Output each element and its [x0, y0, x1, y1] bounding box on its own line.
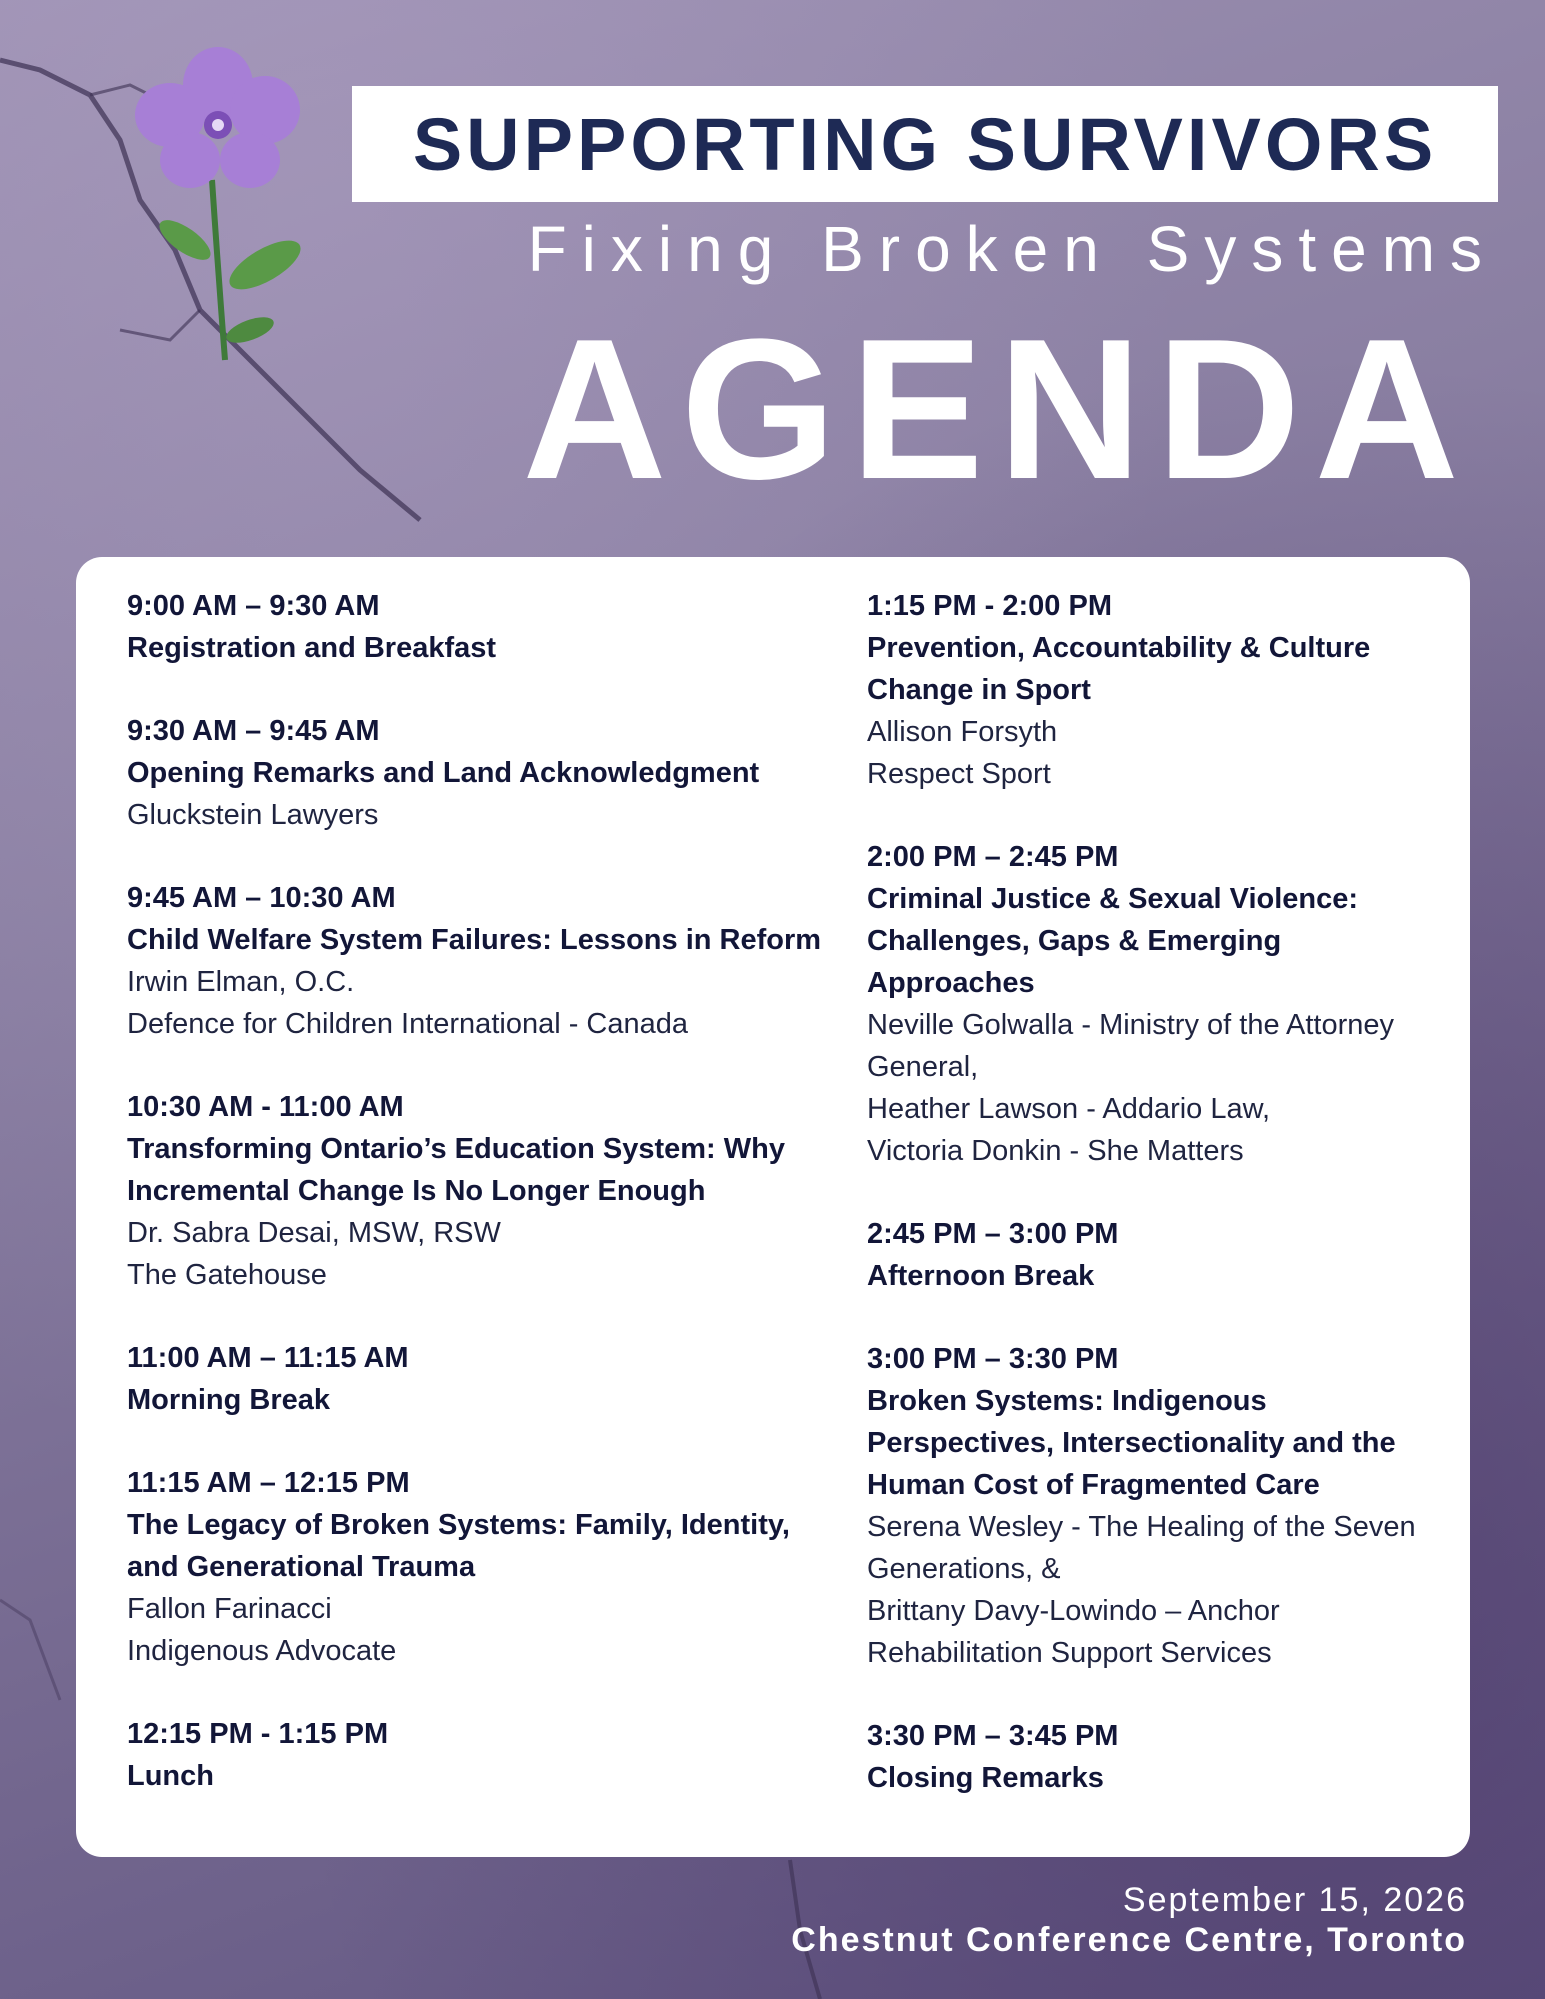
agenda-session: [127, 1713, 827, 1797]
session-title: The Legacy of Broken Systems: Family, Identity, and Generational Trauma: [127, 1509, 790, 1583]
session-speaker: Brittany Davy-Lowindo – Anchor Rehabilitation Support Services: [867, 1595, 1280, 1669]
session-title: Prevention, Accountability & Culture Change in Sport: [867, 632, 1371, 706]
page-title: SUPPORTING SURVIVORS: [412, 102, 1438, 186]
agenda-session: [127, 877, 827, 1045]
session-title: Morning Break: [127, 1384, 331, 1416]
agenda-session: [127, 1337, 827, 1421]
subtitle: Fixing Broken Systems: [527, 213, 1497, 285]
session-title: Lunch: [127, 1760, 214, 1792]
session-speaker: Fallon Farinacci: [127, 1593, 332, 1625]
title-banner: [352, 86, 1498, 202]
flower-illustration: [100, 30, 330, 430]
session-time: 12:15 PM - 1:15 PM: [127, 1718, 389, 1750]
agenda-session: [867, 585, 1427, 795]
session-speaker: Dr. Sabra Desai, MSW, RSW: [127, 1217, 501, 1249]
session-title: Opening Remarks and Land Acknowledgment: [127, 757, 760, 789]
session-time: 9:45 AM – 10:30 AM: [127, 882, 396, 914]
agenda-session: [127, 585, 827, 669]
session-time: 2:00 PM – 2:45 PM: [867, 841, 1119, 873]
session-speaker: Irwin Elman, O.C.: [127, 966, 355, 998]
session-speaker: The Gatehouse: [127, 1259, 327, 1291]
agenda-session: [127, 710, 827, 836]
agenda-column-right: [867, 585, 1427, 1840]
session-speaker: Allison Forsyth: [867, 716, 1058, 748]
session-speaker: Victoria Donkin - She Matters: [867, 1135, 1244, 1167]
event-venue: Chestnut Conference Centre, Toronto: [791, 1921, 1467, 1959]
session-speaker: Neville Golwalla - Ministry of the Attorney General,: [867, 1009, 1395, 1083]
session-speaker: Defence for Children International - Canada: [127, 1008, 688, 1040]
session-time: 10:30 AM - 11:00 AM: [127, 1091, 404, 1123]
session-title: Registration and Breakfast: [127, 632, 497, 664]
agenda-session: [127, 1462, 827, 1672]
session-title: Child Welfare System Failures: Lessons in Reform: [127, 924, 822, 956]
session-speaker: Gluckstein Lawyers: [127, 799, 379, 831]
agenda-column-left: [127, 585, 827, 1838]
session-speaker: Serena Wesley - The Healing of the Seven Generations, &: [867, 1511, 1416, 1585]
agenda-session: [127, 1086, 827, 1296]
session-title: Criminal Justice & Sexual Violence: Challenges, Gaps & Emerging Approaches: [867, 883, 1359, 999]
session-time: 1:15 PM - 2:00 PM: [867, 590, 1112, 622]
agenda-heading: AGENDA: [522, 298, 1473, 521]
event-date: September 15, 2026: [1122, 1881, 1467, 1919]
session-time: 3:30 PM – 3:45 PM: [867, 1720, 1119, 1752]
session-title: Closing Remarks: [867, 1762, 1104, 1794]
session-time: 9:30 AM – 9:45 AM: [127, 715, 380, 747]
agenda-session: [867, 836, 1427, 1172]
session-title: Afternoon Break: [867, 1260, 1095, 1292]
session-time: 11:00 AM – 11:15 AM: [127, 1342, 409, 1374]
event-footer: [791, 1880, 1467, 1960]
session-time: 2:45 PM – 3:00 PM: [867, 1218, 1119, 1250]
session-speaker: Indigenous Advocate: [127, 1635, 397, 1667]
session-time: 9:00 AM – 9:30 AM: [127, 590, 380, 622]
session-speaker: Respect Sport: [867, 758, 1051, 790]
agenda-session: [867, 1213, 1427, 1297]
agenda-session: [867, 1715, 1427, 1799]
session-time: 3:00 PM – 3:30 PM: [867, 1343, 1119, 1375]
session-speaker: Heather Lawson - Addario Law,: [867, 1093, 1271, 1125]
agenda-session: [867, 1338, 1427, 1674]
session-title: Broken Systems: Indigenous Perspectives, Intersectionality and the Human Cost of Fragmented Care: [867, 1385, 1396, 1501]
agenda-card: [76, 557, 1470, 1857]
session-time: 11:15 AM – 12:15 PM: [127, 1467, 410, 1499]
session-title: Transforming Ontario’s Education System: Why Incremental Change Is No Longer Enough: [127, 1133, 785, 1207]
